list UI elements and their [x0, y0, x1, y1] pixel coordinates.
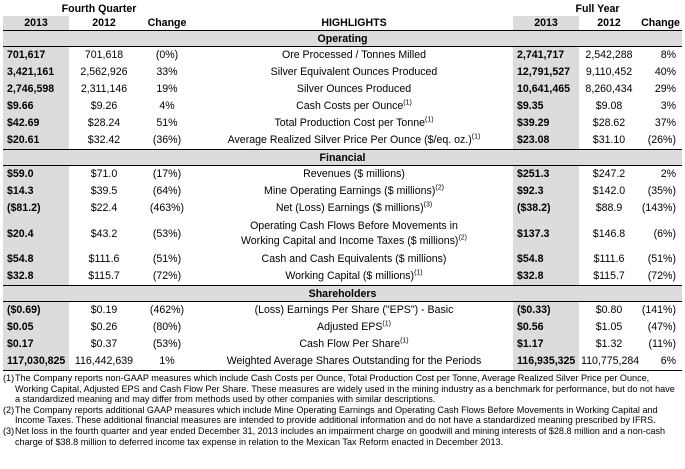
q4-2012-value: $0.37: [90, 338, 118, 350]
q4-2013-value: $42.69: [3, 115, 69, 132]
fy-2013-value: $54.8: [513, 251, 579, 268]
q4-2013-value: ($0.69): [3, 302, 69, 320]
q4-2013-value: $0.05: [3, 319, 69, 336]
footnote-ref: (1): [414, 269, 423, 277]
fy-2012-header: 2012: [579, 16, 639, 31]
table-row: [3, 115, 682, 132]
table-row: [3, 268, 682, 286]
q4-change-value: 4%: [159, 100, 175, 112]
section-header: [3, 31, 682, 47]
q4-2013-value: $14.3: [3, 183, 69, 200]
q4-2012-value: $111.6: [88, 253, 120, 265]
highlight-label-cell: [195, 81, 513, 98]
fy-change-value: (11%): [648, 338, 677, 350]
q4-change-value: (72%): [152, 270, 182, 282]
q4-change-value: (53%): [152, 338, 182, 350]
highlight-label-cell: [195, 336, 513, 353]
highlight-label-cell: [195, 166, 513, 184]
q4-2013-value: $9.66: [3, 98, 69, 115]
q4-2012-value: 701,618: [84, 49, 124, 61]
fy-2012-value: $146.8: [592, 227, 626, 240]
fy-change-value: 29%: [654, 83, 677, 95]
highlight-label-line2: Working Capital and Income Taxes ($ millions): [240, 235, 459, 247]
table-row: [3, 200, 682, 217]
highlight-label: (Loss) Earnings Per Share ("EPS") - Basic: [254, 304, 454, 316]
fy-change-value: 40%: [654, 66, 677, 78]
q4-2012-value: $28.24: [87, 117, 121, 129]
fy-change-value: 2%: [660, 168, 677, 180]
q4-2012-value: $71.0: [90, 168, 118, 180]
highlight-label: Cash and Cash Equivalents ($ millions): [261, 253, 447, 265]
section-header: [3, 286, 682, 302]
highlight-label: Net (Loss) Earnings ($ millions): [275, 202, 424, 214]
section-header: [3, 150, 682, 166]
fy-2012-value: $1.05: [595, 321, 623, 333]
q4-2012-value: $22.4: [90, 202, 118, 214]
highlights-document: [3, 0, 682, 447]
q4-2013-value: $20.4: [3, 217, 69, 251]
fy-change-value: 8%: [660, 49, 677, 61]
fy-2012-value: 9,110,452: [585, 66, 633, 78]
q4-2012-value: 2,562,926: [80, 66, 128, 78]
fy-2013-value: $32.8: [513, 268, 579, 286]
q4-2012-value: $0.26: [90, 321, 118, 333]
highlight-label-cell: [195, 64, 513, 81]
fy-2012-value: $0.80: [595, 304, 623, 316]
fy-2012-value: $9.08: [595, 100, 623, 112]
q4-2012-value: $9.26: [90, 100, 118, 112]
footnote-ref: (1): [403, 99, 412, 107]
q-2012-header: 2012: [69, 16, 139, 31]
highlight-label: Working Capital ($ millions): [285, 270, 415, 282]
footnote-ref: (2): [458, 234, 468, 242]
q4-2012-value: $115.7: [88, 270, 120, 282]
highlight-label-cell: [195, 183, 513, 200]
fy-2013-value: $137.3: [513, 217, 579, 251]
fy-change-value: (35%): [647, 185, 677, 197]
fy-change-value: 37%: [654, 117, 677, 129]
footnote-ref: (3): [423, 201, 433, 209]
q4-2012-value: 2,311,146: [80, 83, 128, 95]
highlight-label: Weighted Average Shares Outstanding for the Periods: [226, 355, 482, 367]
fy-2013-value: $0.56: [513, 319, 579, 336]
q4-change-value: (0%): [155, 49, 179, 61]
fy-2013-value: $92.3: [513, 183, 579, 200]
q4-change-value: 33%: [156, 66, 178, 78]
fy-2013-value: 12,791,527: [513, 64, 579, 81]
highlight-label: Adjusted EPS: [317, 321, 383, 333]
footnote: [3, 373, 682, 405]
highlight-label-cell: [195, 268, 513, 286]
q4-2013-value: ($81.2): [3, 200, 69, 217]
q4-change-value: (51%): [152, 253, 182, 265]
q-2013-header: 2013: [3, 16, 69, 31]
highlight-label: Cash Flow Per Share: [299, 338, 401, 350]
footnote-ref: (1): [425, 116, 434, 124]
footnote-text: The Company reports additional GAAP measures which include Mine Operating Earnings and Operating Cash Flows Before Movements in Working Capital and Income Taxes. These additional financial measures are intended to provide additional information and do not have a standardized meaning prescribed by IFRS.: [15, 404, 658, 426]
table-row: [3, 302, 682, 320]
fy-2012-value: $31.10: [592, 134, 626, 146]
fy-2012-value: 8,260,434: [585, 83, 633, 95]
fy-2013-value: $39.29: [513, 115, 579, 132]
fy-change-value: 6%: [639, 353, 682, 371]
footnote-number: (2): [3, 404, 15, 415]
q4-2013-value: $32.8: [3, 268, 69, 286]
fy-change-value: (26%): [647, 134, 677, 146]
fy-2013-value: ($0.33): [513, 302, 579, 320]
q4-2012-value: 116,442,639: [69, 353, 139, 371]
q4-change-value: 1%: [139, 353, 195, 371]
q4-change-value: (64%): [152, 185, 182, 197]
q4-2012-value: $43.2: [90, 227, 118, 240]
table-row: [3, 166, 682, 184]
q4-change-value: 51%: [156, 117, 178, 129]
section-title: Shareholders: [3, 286, 682, 302]
table-row: [3, 251, 682, 268]
q4-2013-value: $0.17: [3, 336, 69, 353]
highlight-label: Operating Cash Flows Before Movements in: [250, 220, 458, 232]
fy-2013-value: 2,741,717: [513, 47, 579, 65]
highlight-label-cell: [195, 132, 513, 150]
footnote-number: (1): [3, 373, 15, 383]
q4-change-value: (17%): [152, 168, 182, 180]
q4-change-value: (80%): [152, 321, 182, 333]
fy-2012-value: 110,775,284: [579, 353, 639, 371]
footnote-ref: (2): [435, 184, 444, 192]
table-row: [3, 98, 682, 115]
fy-2012-value: $88.9: [595, 202, 623, 214]
q4-2013-value: 3,421,161: [3, 64, 69, 81]
fy-2013-header: 2013: [513, 16, 579, 31]
q4-2013-value: 2,746,598: [3, 81, 69, 98]
highlight-label-cell: [195, 47, 513, 65]
q-change-header: Change: [139, 16, 195, 31]
highlight-label: Cash Costs per Ounce: [296, 100, 404, 112]
footnotes: [3, 373, 682, 447]
q4-2013-value: $54.8: [3, 251, 69, 268]
section-title: Operating: [3, 31, 682, 47]
highlight-label-cell: [195, 217, 513, 251]
q4-2012-value: $32.42: [87, 134, 121, 146]
fy-2012-value: $247.2: [592, 168, 626, 180]
section-title: Financial: [3, 150, 682, 166]
q4-2013-value: 701,617: [3, 47, 69, 65]
fy-2012-value: $115.7: [593, 270, 625, 282]
q4-2012-value: $0.19: [90, 304, 118, 316]
table-row: [3, 64, 682, 81]
footnote-ref: (1): [400, 337, 409, 345]
fourth-quarter-heading: Fourth Quarter: [61, 2, 137, 15]
q4-change-value: (462%): [149, 304, 185, 316]
q4-2013-value: 117,030,825: [3, 353, 69, 371]
fy-2012-value: 2,542,288: [585, 49, 633, 61]
fy-change-header: Change: [639, 16, 682, 31]
q4-change-value: 19%: [156, 83, 178, 95]
q4-2012-value: $39.5: [90, 185, 118, 197]
highlight-label-cell: [195, 98, 513, 115]
q4-2013-value: $59.0: [3, 166, 69, 184]
fy-2013-value: 10,641,465: [513, 81, 579, 98]
table-row: [3, 132, 682, 150]
fy-2012-value: $1.32: [595, 338, 623, 350]
table-row: [3, 319, 682, 336]
q4-change-value: (463%): [149, 202, 185, 214]
q4-2013-value: $20.61: [3, 132, 69, 150]
fy-change-value: (51%): [647, 253, 677, 265]
fy-change-value: (6%): [653, 227, 677, 240]
table-row: [3, 217, 682, 251]
table-row: [3, 81, 682, 98]
table-row: [3, 336, 682, 353]
highlight-label: Average Realized Silver Price Per Ounce ($/eq. oz.): [227, 134, 472, 146]
fy-2012-value: $142.0: [592, 185, 626, 197]
fy-2013-value: $1.17: [513, 336, 579, 353]
fy-change-value: (143%): [641, 202, 677, 214]
q4-change-value: (53%): [152, 227, 182, 240]
highlight-label: Revenues ($ millions): [303, 168, 405, 180]
fy-2013-value: 116,935,325: [513, 353, 579, 371]
highlight-label: Ore Processed / Tonnes Milled: [281, 49, 427, 61]
footnote: [3, 426, 682, 447]
fy-change-value: (72%): [647, 270, 677, 282]
footnote-number: (3): [3, 425, 15, 436]
table-row: [3, 47, 682, 65]
fy-2013-value: $9.35: [513, 98, 579, 115]
table-row: [3, 183, 682, 200]
highlight-label-cell: [195, 353, 513, 371]
footnote: [3, 405, 682, 426]
highlight-label-cell: [195, 200, 513, 217]
footnote-text: The Company reports non-GAAP measures which include Cash Costs per Ounce, Total Production Cost per Tonne, Average Realized Silver Price per Ounce, Working Capital, Adjusted EPS and Cash Flow Per Share. These measures are widely used in the mining industry as a benchmark for performance, but do not have a standardized meaning and may differ from methods used by other companies with similar descriptions.: [15, 373, 675, 405]
q4-change-value: (36%): [152, 134, 182, 146]
fy-2013-value: ($38.2): [513, 200, 579, 217]
fy-2013-value: $251.3: [513, 166, 579, 184]
highlight-label-cell: [195, 319, 513, 336]
footnote-ref: (1): [471, 133, 481, 141]
footnote-ref: (1): [382, 320, 391, 328]
highlights-table: [3, 2, 682, 371]
highlight-label: Silver Equivalent Ounces Produced: [270, 66, 438, 78]
highlight-label: Total Production Cost per Tonne: [274, 117, 425, 129]
fy-2012-value: $111.6: [593, 253, 625, 265]
fy-change-value: (141%): [641, 304, 677, 316]
table-row: [3, 353, 682, 371]
fy-2012-value: $28.62: [592, 117, 626, 129]
highlight-label-cell: [195, 302, 513, 320]
highlight-label-cell: [195, 115, 513, 132]
fy-2013-value: $23.08: [513, 132, 579, 150]
highlight-label: Silver Ounces Produced: [296, 83, 412, 95]
fy-change-value: (47%): [647, 321, 677, 333]
highlights-header: HIGHLIGHTS: [195, 16, 513, 31]
footnote-text: Net loss in the fourth quarter and year ended December 31, 2013 includes an impairment charge on goodwill and mining interests of $28.8 million and a non-cash charge of $38.8 million to deferred income tax expense in relation to the Mexican Tax Reform enacted in December 2013.: [15, 425, 666, 447]
full-year-heading: Full Year: [575, 2, 620, 15]
highlight-label-cell: [195, 251, 513, 268]
highlight-label: Mine Operating Earnings ($ millions): [264, 185, 436, 197]
fy-change-value: 3%: [660, 100, 677, 112]
